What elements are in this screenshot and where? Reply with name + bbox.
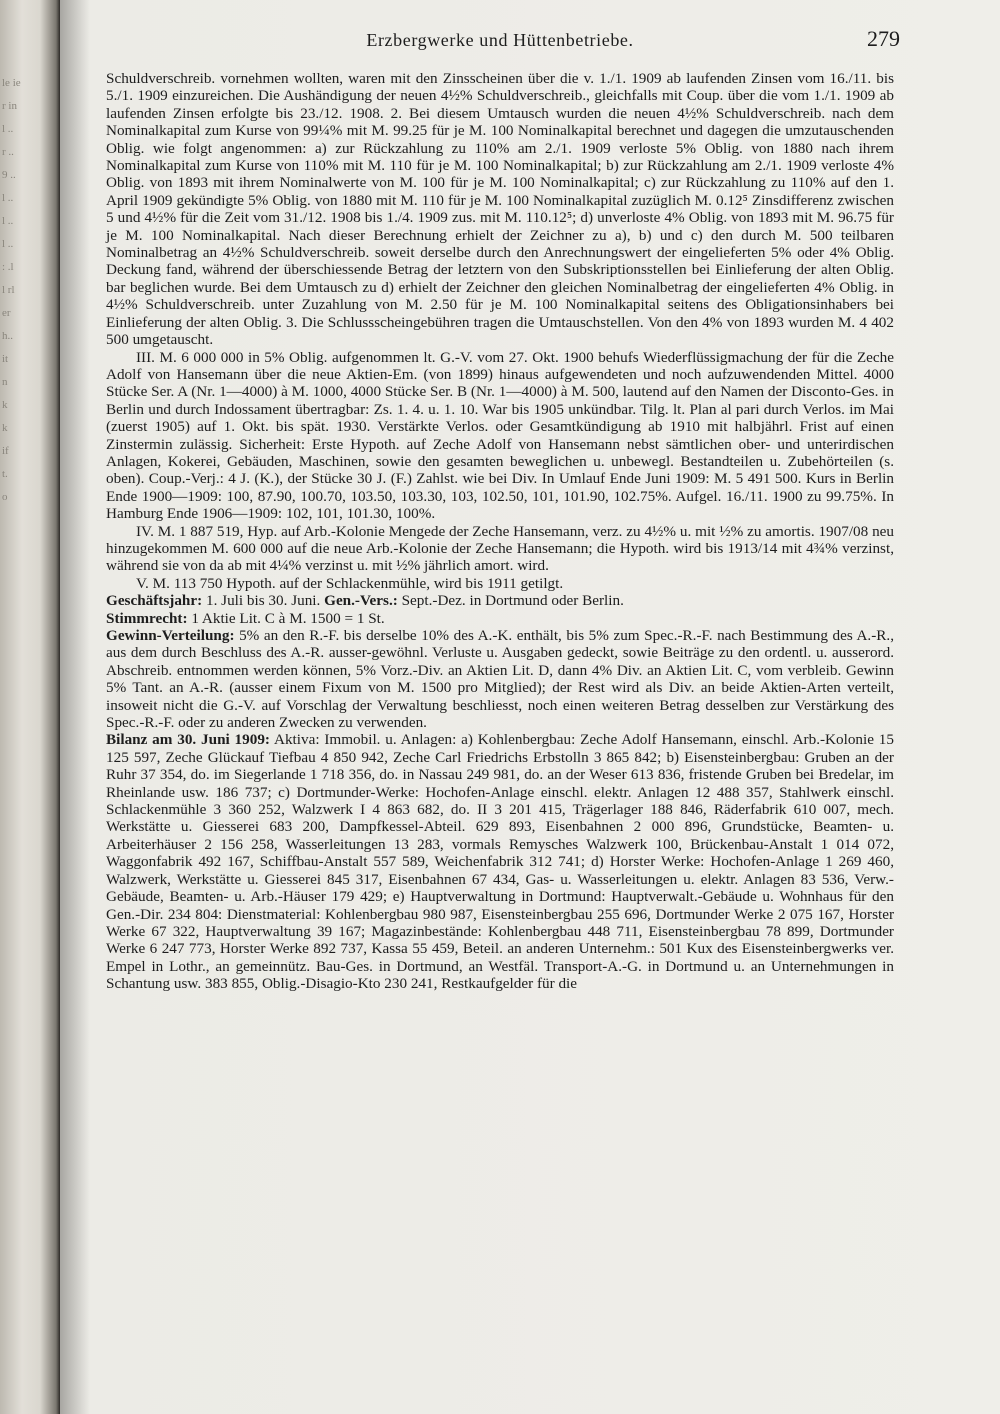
text-run: 5% an den R.-F. bis derselbe 10% des A.-K. enthält, bis 5% zum Spec.-R.-F. nach Bestimmung des A.-R., aus dem durch Beschluss des A.-R. ausser-gewöhnl. Verluste u. Ausgaben gedeckt, sowie Beiträge zu den ordentl. u. ausserord. Abschreib. entnommen werden können, 5% Vorz.-Div. an Aktien Lit. D, dann 4% Div. an Aktien Lit. C, vom verbleib. Gewinn 5% Tant. an A.-R. (ausser einem Fixum von M. 1500 pro Mitglied); der Rest wird als Div. an beide Aktien-Arten verteilt, insoweit nicht die G.-V. auf Vorschlag der Verwaltung beschliesst, noch einen weiteren Betrag desselben zur Verstärkung des Spec.-R.-F. oder zu anderen Zwecken zu verwenden.: [106, 627, 894, 732]
gutter-fragment: : .l: [2, 261, 14, 273]
gutter-fragment: r ..: [2, 146, 14, 158]
section-label: Bilanz am 30. Juni 1909:: [106, 731, 270, 749]
paragraph: V. M. 113 750 Hypoth. auf der Schlackenmühle, wird bis 1911 getilgt.: [136, 574, 564, 592]
paragraph: [106, 627, 894, 731]
section-label: Gen.-Vers.:: [324, 592, 398, 610]
gutter-fragment: er: [2, 307, 11, 319]
gutter-fragment: l ..: [2, 123, 14, 135]
gutter-fragment: it: [2, 353, 9, 365]
text-run: 1 Aktie Lit. C à M. 1500 = 1 St.: [187, 609, 385, 627]
gutter-fragment: l ..: [2, 192, 14, 204]
gutter-fragment: l ..: [2, 215, 14, 227]
gutter-fragment: le ie: [2, 77, 21, 89]
gutter-fragment: l ..: [2, 238, 14, 250]
gutter-fragment: k: [2, 422, 8, 434]
paragraph: Schuldverschreib. vornehmen wollten, waren mit den Zinsscheinen über die v. 1./1. 1909 ab laufenden Zinsen vom 16./11. bis 5./1. 1909 einzureichen. Die Aushändigung der neuen 4½% Schuldverschreib., gleichfalls mit Coup. über die vom 1./1. 1909 ab laufenden Zinsen erfolgte bis 23./12. 1908. 2. Bei diesem Umtausch wurden die neuen 4½% Schuldverschreib. nach dem Nominalkapital zum Kurse von 99¼% mit M. 99.25 für je M. 100 Nominalkapital berechnet und dagegen die umzutauschenden Oblig. wie folgt angenommen: a) zur Rückzahlung zu 110% am 2./1. 1909 verloste 5% Oblig. von 1880 nach ihrem Nominalkapital zum Kurse von 110% mit M. 110 für je M. 100 Nominalkapital; b) zur Rückzahlung am 2./1. 1909 verloste 4% Oblig. von 1893 mit ihrem Nominalwerte von M. 100 für je M. 100 Nominalkapital; c) zur Rückzahlung zu 110% auf den 1. April 1909 gekündigte 5% Oblig. von 1880 mit M. 110 für je M. 100 Nominalkapital zuzüglich M. 0.12⁵ Zinsdifferenz zwischen 5 und 4½% für die Zeit vom 31./12. 1908 bis 1./4. 1909 zus. mit M. 110.12⁵; d) unverloste 4% Oblig. von 1893 mit M. 96.75 für je M. 100 Nominalkapital. Nach dieser Berechnung erhielt der Zeichner zu a), b) und c) den durch M. 500 teilbaren Nominalbetrag an 4½% Schuldverschreib. soweit derselbe durch den Anrechnungswert der eingelieferten 5% oder 4% Oblig. Deckung fand, während der überschiessende Betrag der letztern von den Subskriptionsstellen bei Einlieferung der alten Oblig. bar beglichen wurde. Bei dem Umtausch zu d) erhielt der Zeichner den gleichen Nominalbetrag der eingelieferten 4% Oblig. in 4½% Schuldverschreib. unter Zuzahlung von M. 2.50 für je M. 100 Nominalkapital seitens des Obligationsinhabers bei Einlieferung der alten Oblig. 3. Die Schlussscheingebühren tragen die Umtauschstellen. Von den 4% von 1893 wurden M. 4 402 500 umgetauscht.: [106, 70, 894, 349]
gutter-fragment: k: [2, 399, 8, 411]
paragraph: [106, 610, 894, 627]
paragraph: IV. M. 1 887 519, Hyp. auf Arb.-Kolonie Mengede der Zeche Hansemann, verz. zu 4½% u. mit ½% zu amortis. 1907/08 neu hinzugekommen M. 600 000 auf die neue Arb.-Kolonie der Zeche Hansemann; die Hypoth. wird bis 1913/14 mit 4¾% verzinst, während sie von da ab mit 4¼% verzinst u. mit ½% jährlich amort. wird.: [106, 522, 894, 575]
paragraph: [106, 592, 894, 609]
running-header: [100, 26, 900, 56]
section-label: Gewinn-Verteilung:: [106, 627, 235, 644]
gutter-fragment: l rl: [2, 284, 15, 296]
section-label: Stimmrecht:: [106, 609, 188, 627]
body-text: [106, 70, 894, 993]
text-run: 1. Juli bis 30. Juni.: [202, 592, 325, 610]
facing-page-text-fragments: [2, 72, 52, 509]
gutter-fragment: if: [2, 445, 9, 457]
text-run: Sept.-Dez. in Dortmund oder Berlin.: [397, 592, 624, 610]
paragraph: III. M. 6 000 000 in 5% Oblig. aufgenommen lt. G.-V. vom 27. Okt. 1900 behufs Wiederflüssigmachung der für die Zeche Adolf von Hansemann über die neue Aktien-Em. (von 1899) hinaus aufgewendeten und noch aufzuwendenden Mittel. 4000 Stücke Ser. A (Nr. 1—4000) à M. 1000, 4000 Stücke Ser. B (Nr. 1—4000) à M. 500, lautend auf den Namen der Disconto-Ges. in Berlin und durch Indossament übertragbar: Zs. 1. 4. u. 1. 10. War bis 1905 unkündbar. Tilg. lt. Plan al pari durch Verlos. im Mai (zuerst 1905) auf 1. Okt. bis spät. 1930. Verstärkte Verlos. oder Gesamtkündigung ab 1910 mit halbjährl. Frist auf einen Zinstermin zulässig. Sicherheit: Erste Hypoth. auf Zeche Adolf von Hansemann nebst sämtlichen ober- und unterirdischen Anlagen, Kokerei, Gebäuden, Maschinen, sowie den gesamten beweglichen u. unbewegl. Bestandteilen u. Zubehörteilen (s. oben). Coup.-Verj.: 4 J. (K.), der Stücke 30 J. (F.) Zahlst. wie bei Div. In Umlauf Ende Juni 1909: M. 5 491 500. Kurs in Berlin Ende 1900—1909: 100, 87.90, 100.70, 103.50, 103.30, 103, 102.50, 101, 101.90, 102.75%. Aufgel. 16./11. 1900 zu 99.75%. In Hamburg Ende 1906—1909: 102, 101, 101.30, 100%.: [106, 348, 894, 523]
gutter-fragment: t.: [2, 468, 8, 480]
running-head-title: Erzbergwerke und Hüttenbetriebe.: [366, 30, 634, 50]
gutter-fragment: h..: [2, 330, 13, 342]
spine-shadow: [60, 0, 90, 1414]
section-label: Geschäftsjahr:: [106, 592, 203, 610]
paragraph: [106, 731, 894, 992]
gutter-fragment: n: [2, 376, 8, 388]
page-number: 279: [867, 26, 900, 51]
text-run: Aktiva: Immobil. u. Anlagen: a) Kohlenbergbau: Zeche Adolf Hansemann, einschl. Arb.-Kolonie 15 125 597, Zeche Glückauf Tiefbau 4 850 942, Zeche Carl Friedrichs Erbstolln 3 865 842; b) Eisensteinbergbau: Gruben an der Ruhr 37 354, do. im Siegerlande 1 718 356, do. in Nassau 249 981, do. an der Weser 613 836, fristende Gruben bei Bredelar, im Rheinlande usw. 186 737; c) Dortmunder-Werke: Hochofen-Anlage einschl. elektr. Anlagen 12 488 357, Stahlwerk einschl. Schlackenmühle 3 360 252, Walzwerk I 4 863 682, do. II 3 201 415, Trägerlager 188 846, Räderfabrik 610 007, mech. Werkstätte u. Giesserei 683 200, Dampfkessel-Abteil. 629 893, Eisenbahnen 2 000 896, Grundstücke, Beamten- u. Arbeiterhäuser 2 156 258, Wasserleitungen 13 283, vormals Remysches Walzwerk 100, Brückenbau-Anstalt 1 014 072, Waggonfabrik 492 167, Schiffbau-Anstalt 557 589, Weichenfabrik 312 741; d) Horster Werke: Hochofen-Anlage 1 269 460, Walzwerk, Werkstätte u. Giesserei 845 317, Eisenbahnen 67 434, Gas- u. Wasserleitungen u. elektr. Anlagen 83 536, Verw.-Gebäude, Beamten- u. Arb.-Häuser 179 429; e) Hauptverwaltung in Dortmund: Hauptverwalt.-Gebäude u. Wohnhaus für den Gen.-Dir. 234 804: Dienstmaterial: Kohlenbergbau 980 987, Eisensteinbergbau 255 696, Dortmunder Werke 2 075 167, Horster Werke 67 322, Hauptverwaltung 39 167; Magazinbestände: Kohlenbergbau 448 711, Eisensteinbergbau 78 899, Dortmunder Werke 6 247 773, Horster Werke 892 737, Kassa 55 459, Beteil. an anderen Unternehm.: 501 Kux des Eisensteinbergwerks ver. Empel in Lothr., an gemeinnütz. Bau-Ges. in Dortmund, an Westfäl. Transport-A.-G. in Dortmund u. an Unternehmungen in Schantung usw. 383 855, Oblig.-Disagio-Kto 230 241, Restkaufgelder für die: [106, 731, 894, 993]
gutter-fragment: 9 ..: [2, 169, 16, 181]
facing-page-gutter: [0, 0, 60, 1414]
gutter-fragment: o: [2, 491, 8, 503]
gutter-fragment: r in: [2, 100, 17, 112]
